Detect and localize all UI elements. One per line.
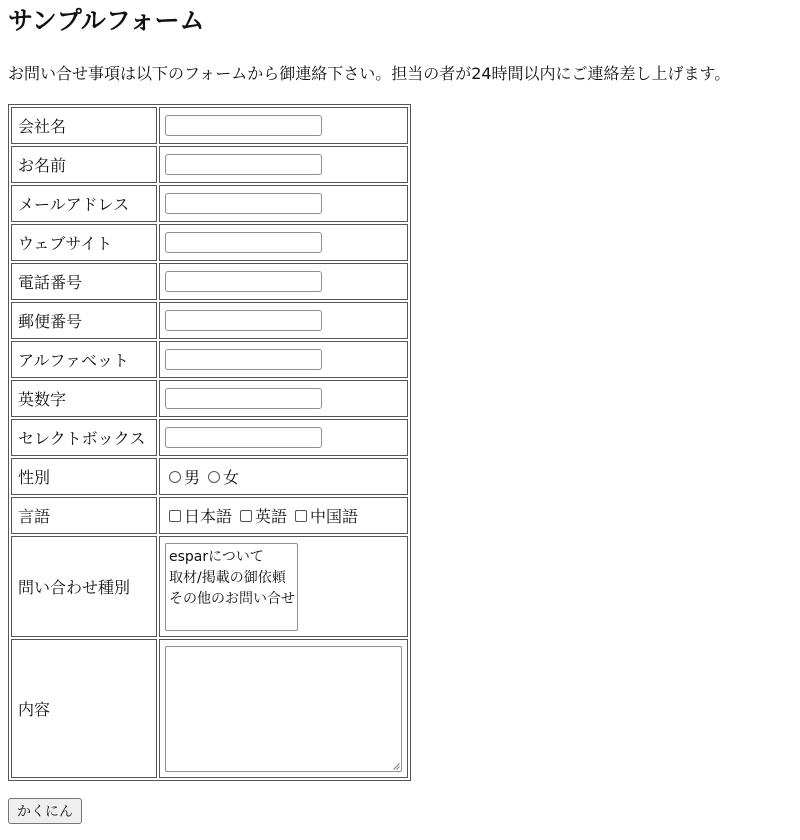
inquiry-type-listbox[interactable] xyxy=(165,543,298,631)
form-row-alphabet xyxy=(11,341,408,378)
gender-label: 性別 xyxy=(11,458,157,495)
phone-label: 電話番号 xyxy=(11,263,157,300)
checkbox-japanese[interactable] xyxy=(169,510,181,522)
form-row-language xyxy=(11,497,408,534)
language-option-label: 日本語 xyxy=(184,507,233,526)
form-row-name xyxy=(11,146,408,183)
language-checkbox-group xyxy=(165,504,407,527)
resize-grip-icon[interactable] xyxy=(393,763,400,770)
language-option-label: 英語 xyxy=(255,507,288,526)
website-label: ウェブサイト xyxy=(11,224,157,261)
confirm-button[interactable]: かくにん xyxy=(8,798,82,824)
language-option-english[interactable] xyxy=(240,504,287,527)
postal-input[interactable] xyxy=(165,310,322,331)
checkbox-english[interactable] xyxy=(240,510,252,522)
language-option-label: 中国語 xyxy=(310,507,359,526)
alnum-input[interactable] xyxy=(165,388,322,409)
alphabet-label: アルファベット xyxy=(11,341,157,378)
form-row-website xyxy=(11,224,408,261)
content-textarea[interactable] xyxy=(165,646,402,772)
website-input[interactable] xyxy=(165,232,322,253)
select-label: セレクトボックス xyxy=(11,419,157,456)
language-option-chinese[interactable] xyxy=(295,504,358,527)
checkbox-chinese[interactable] xyxy=(295,510,307,522)
email-label: メールアドレス xyxy=(11,185,157,222)
gender-option-male[interactable] xyxy=(169,465,200,488)
intro-text: お問い合せ事項は以下のフォームから御連絡下さい。担当の者が24時間以内にご連絡差し上げます。 xyxy=(8,64,731,83)
form-row-select xyxy=(11,419,408,456)
company-input[interactable] xyxy=(165,115,322,136)
form-row-gender xyxy=(11,458,408,495)
gender-radio-group xyxy=(165,465,407,488)
phone-input[interactable] xyxy=(165,271,322,292)
inquiry-type-label: 問い合わせ種別 xyxy=(11,536,157,637)
form-row-alnum xyxy=(11,380,408,417)
content-label: 内容 xyxy=(11,639,157,778)
alphabet-input[interactable] xyxy=(165,349,322,370)
inquiry-option[interactable]: 取材/掲載の御依頼 xyxy=(169,569,286,586)
radio-male[interactable] xyxy=(169,471,181,483)
email-input[interactable] xyxy=(165,193,322,214)
language-label: 言語 xyxy=(11,497,157,534)
select-input[interactable] xyxy=(165,427,322,448)
form-row-phone xyxy=(11,263,408,300)
page-title: サンプルフォーム xyxy=(8,6,205,35)
gender-option-label: 男 xyxy=(184,468,201,487)
form-row-company xyxy=(11,107,408,144)
name-input[interactable] xyxy=(165,154,322,175)
inquiry-option[interactable]: その他のお問い合せ xyxy=(169,590,295,607)
gender-option-female[interactable] xyxy=(208,465,239,488)
name-label: お名前 xyxy=(11,146,157,183)
form-row-email xyxy=(11,185,408,222)
form-row-inquiry-type xyxy=(11,536,408,637)
alnum-label: 英数字 xyxy=(11,380,157,417)
form-row-postal xyxy=(11,302,408,339)
gender-option-label: 女 xyxy=(223,468,240,487)
postal-label: 郵便番号 xyxy=(11,302,157,339)
company-label: 会社名 xyxy=(11,107,157,144)
contact-form-table xyxy=(8,104,411,781)
inquiry-option[interactable]: esparについて xyxy=(169,548,264,565)
language-option-japanese[interactable] xyxy=(169,504,232,527)
form-row-content xyxy=(11,639,408,778)
radio-female[interactable] xyxy=(208,471,220,483)
